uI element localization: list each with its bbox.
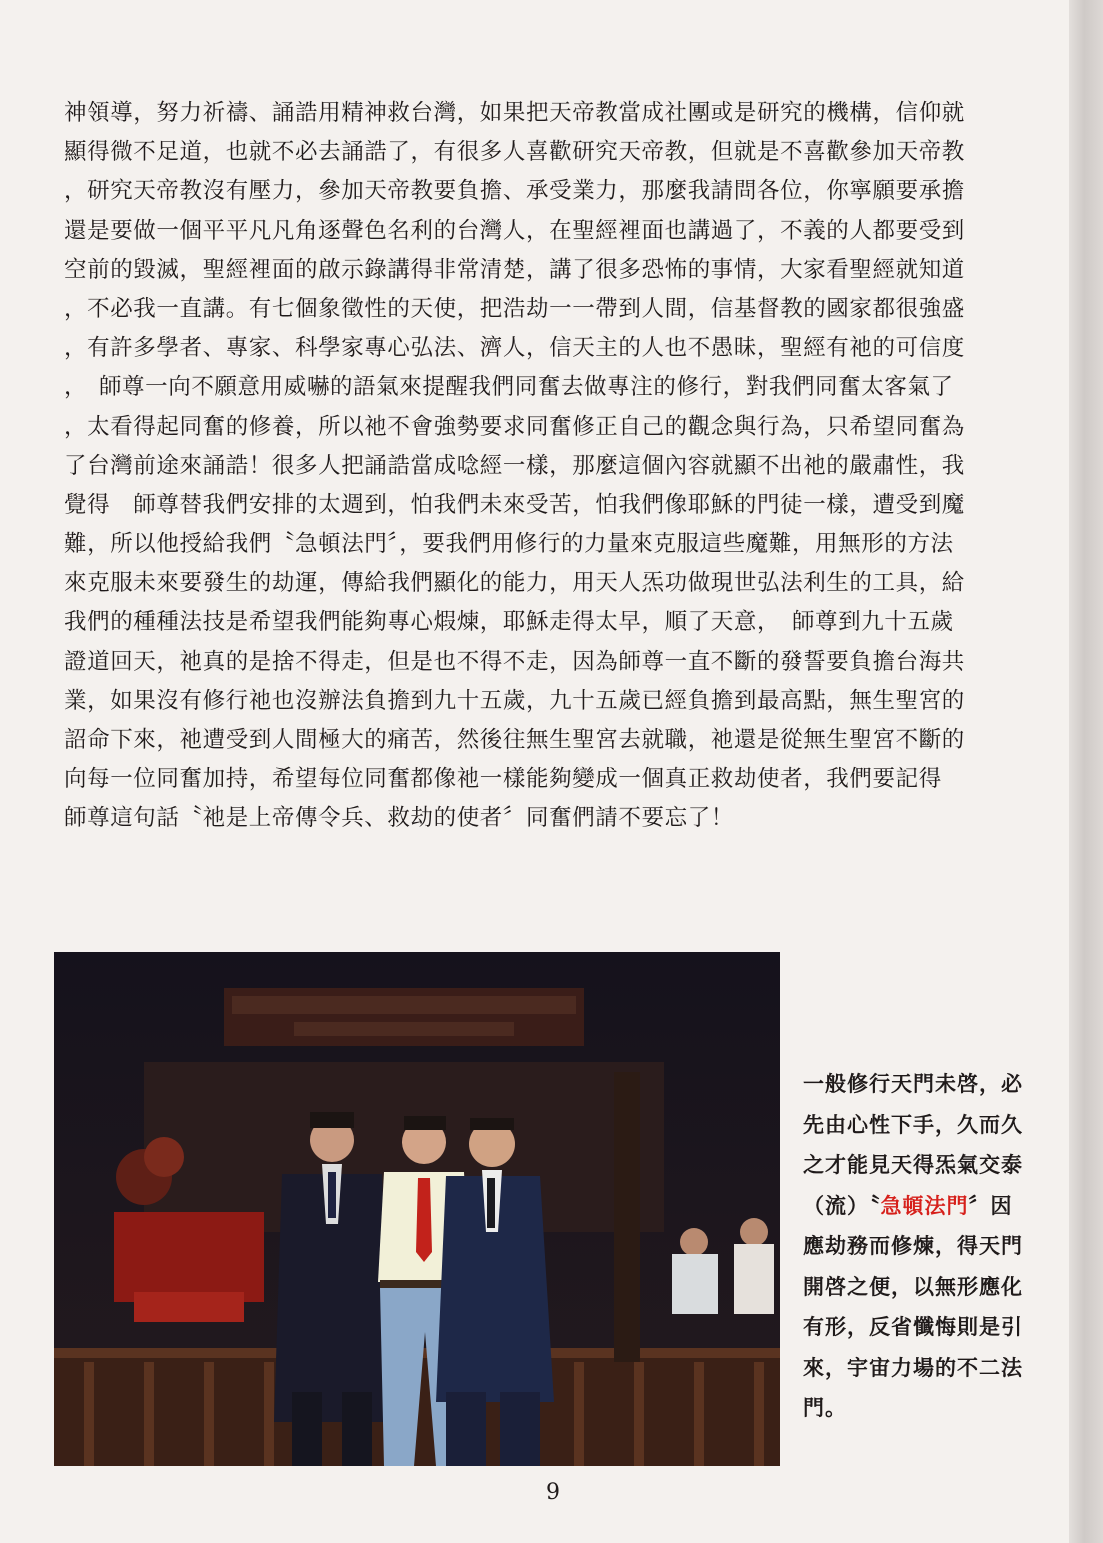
caption-line: [803, 1186, 1053, 1227]
body-line: 顯得微不足道，也就不必去誦誥了，有很多人喜歡研究天帝教，但就是不喜歡參加天帝教: [64, 139, 965, 166]
group-photo: [54, 952, 780, 1466]
body-line: ，有許多學者、專家、科學家專心弘法、濟人，信天主的人也不愚昧，聖經有祂的可信度: [64, 335, 965, 362]
body-line: 業，如果沒有修行祂也沒辦法負擔到九十五歲，九十五歲已經負擔到最高點，無生聖宮的: [64, 687, 965, 714]
altar-table: [114, 1212, 264, 1302]
body-line: ，研究天帝教沒有壓力，參加天帝教要負擔、承受業力，那麼我請問各位，你寧願要承擔: [64, 178, 965, 205]
body-line: 了台灣前途來誦誥！很多人把誦誥當成唸經一樣，那麼這個內容就顯不出祂的嚴肅性，我: [64, 452, 965, 479]
page-edge: [1069, 0, 1103, 1543]
body-line: ，太看得起同奮的修養，所以祂不會強勢要求同奮修正自己的觀念與行為，只希望同奮為: [64, 413, 965, 440]
body-text: [64, 94, 1054, 839]
caption-line: 開啓之便，以無形應化: [803, 1273, 1023, 1299]
caption-line: 先由心性下手，久而久: [803, 1111, 1023, 1137]
photo-caption: [803, 1064, 1053, 1429]
body-line: 還是要做一個平平凡凡角逐聲色名利的台灣人，在聖經裡面也講過了，不義的人都要受到: [64, 217, 965, 244]
body-line: 神領導，努力祈禱、誦誥用精神救台灣，如果把天帝教當成社團或是研究的機構，信仰就: [64, 100, 965, 126]
caption-line: 應劫務而修煉，得天門: [803, 1233, 1023, 1258]
body-line: 向每一位同奮加持，希望每位同奮都像祂一樣能夠變成一個真正救劫使者，我們要記得: [64, 766, 942, 793]
caption-text: （流）〝: [803, 1192, 881, 1218]
body-line: 覺得 師尊替我們安排的太週到，怕我們未來受苦，怕我們像耶穌的門徒一樣，遭受到魔: [64, 491, 965, 518]
body-line: ， 師尊一向不願意用威嚇的語氣來提醒我們同奮去做專注的修行，對我們同奮太客氣了: [64, 374, 954, 401]
body-line: 來克服未來要發生的劫運，傳給我們顯化的能力，用天人炁功做現世弘法利生的工具，給: [64, 570, 965, 597]
caption-text: 〞因: [968, 1192, 1013, 1218]
body-line: 師尊這句話〝祂是上帝傳令兵、救劫的使者〞同奮們請不要忘了！: [64, 805, 734, 832]
caption-line: 有形，反省懺悔則是引: [803, 1314, 1023, 1339]
body-line: 證道回天，祂真的是捨不得走，但是也不得不走，因為師尊一直不斷的發誓要負擔台海共: [64, 648, 965, 675]
caption-line: 之才能見天得炁氣交泰: [803, 1152, 1023, 1177]
photo-illustration: [54, 952, 780, 1466]
caption-line: 來，宇宙力場的不二法: [803, 1354, 1023, 1380]
page-number: 9: [546, 1480, 560, 1505]
body-line: 難，所以他授給我們〝急頓法門〞，要我們用修行的力量來克服這些魔難，用無形的方法: [64, 531, 954, 558]
body-line: ，不必我一直講。有七個象徵性的天使，把浩劫一一帶到人間，信基督教的國家都很強盛: [64, 295, 965, 322]
body-line: 我們的種種法技是希望我們能夠專心煆煉，耶穌走得太早，順了天意， 師尊到九十五歲: [64, 609, 954, 636]
body-line: 詔命下來，祂遭受到人間極大的痛苦，然後往無生聖宮去就職，祂還是從無生聖宮不斷的: [64, 727, 965, 753]
body-line: 空前的毀滅，聖經裡面的啟示錄講得非常清楚，講了很多恐怖的事情，大家看聖經就知道: [64, 256, 965, 283]
caption-highlight: 急頓法門: [880, 1192, 969, 1218]
caption-line: 門。: [803, 1395, 847, 1420]
caption-line: 一般修行天門未啓，必: [803, 1071, 1023, 1096]
